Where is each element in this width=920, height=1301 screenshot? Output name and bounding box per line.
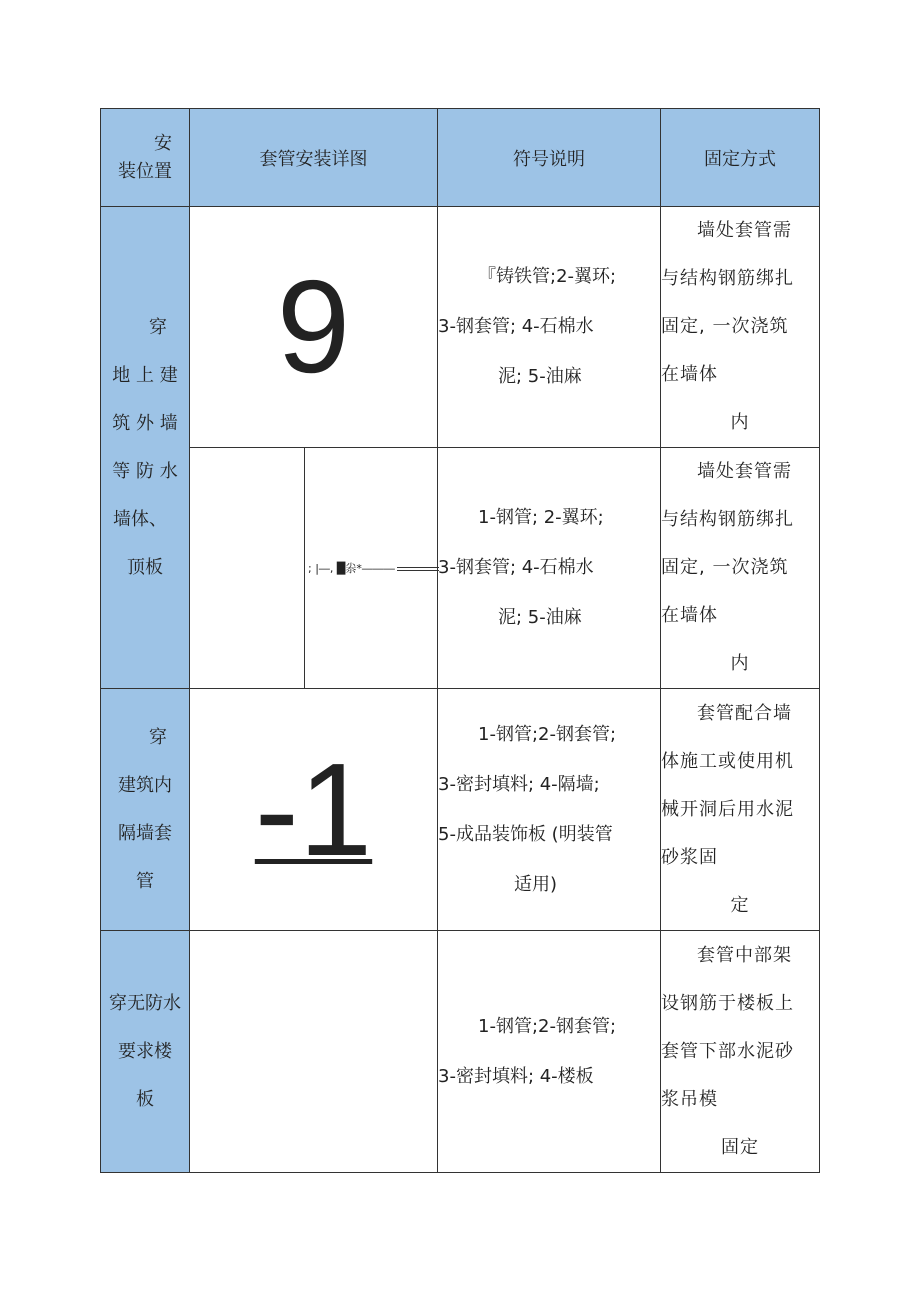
method-line: 内 [730,412,750,433]
table-row [101,207,820,448]
method-line: 内 [730,653,750,674]
method-line: 浆吊模 [661,1088,718,1110]
location-line: 要求楼 [118,1040,172,1062]
method-line: 墙处套管需 [697,461,792,482]
fixing-method-cell [661,689,820,931]
fixing-method-cell [661,207,820,448]
desc-line: 泥; 5-油麻 [498,607,582,628]
location-line: 筑 外 墙 [112,412,178,434]
location-cell-floor-slab [101,931,190,1173]
method-line: 套管配合墙 [697,702,792,724]
table-row [101,931,820,1173]
desc-line: 适用) [514,873,558,895]
method-line: 在墙体 [661,364,718,385]
detail-sketch [190,448,437,688]
method-line: 套管下部水泥砂 [661,1040,794,1062]
header-detail: 套管安装详图 [190,109,438,207]
figure-glyph: 9 [276,253,351,400]
location-line: 建筑内 [118,774,172,796]
method-line: 与结构钢筋绑扎 [661,509,794,530]
desc-line: 3-钢套管; 4-石棉水 [438,557,594,578]
desc-line: 1-钢管;2-钢套管; [478,1015,617,1037]
method-line: 械开洞后用水泥 [661,798,794,820]
location-line: 穿 [149,726,167,748]
method-line: 固定, 一次浇筑 [661,316,789,337]
method-line: 墙处套管需 [697,220,792,241]
symbol-description-cell [438,448,661,689]
divider-line [304,448,305,688]
desc-line: 1-钢管; 2-翼环; [478,507,604,528]
method-line: 砂浆固 [661,846,718,868]
fixing-method-cell [661,448,820,689]
desc-line: 泥; 5-油麻 [498,366,582,387]
sketch-label: ; |―, █尜*――― [308,562,395,575]
method-line: 与结构钢筋绑扎 [661,268,794,289]
sketch-text [308,560,439,576]
header-location [101,109,190,207]
fixing-method-cell [661,931,820,1173]
header-symbols: 符号说明 [438,109,661,207]
desc-line: 1-钢管;2-钢套管; [478,723,617,745]
table-header-row [101,109,820,207]
method-line: 定 [730,894,750,916]
method-line: 在墙体 [661,605,718,626]
detail-figure-cell [190,448,438,689]
sketch-rule [397,567,439,571]
header-location-line2: 装位置 [118,160,172,182]
location-line: 穿无防水 [109,992,181,1014]
header-method: 固定方式 [661,109,820,207]
method-line: 固定, 一次浇筑 [661,557,789,578]
symbol-description-cell [438,931,661,1173]
method-line: 套管中部架 [697,944,792,966]
symbol-description-cell [438,207,661,448]
detail-figure-cell [190,931,438,1173]
desc-line: 3-钢套管; 4-石棉水 [438,316,594,337]
desc-line: 3-密封填料; 4-楼板 [438,1065,594,1087]
desc-line: 5-成品装饰板 (明装管 [438,823,613,845]
desc-line: 3-密封填料; 4-隔墙; [438,773,600,795]
location-line: 等 防 水 [112,460,178,482]
header-location-line1: 安 [154,132,172,154]
location-cell-interior-wall [101,689,190,931]
sleeve-install-table [100,108,820,1173]
location-line: 板 [136,1088,154,1110]
location-line: 穿 [149,316,167,338]
detail-figure-cell [190,207,438,448]
table-row [101,689,820,931]
location-line: 隔墙套 [118,822,172,844]
method-line: 固定 [721,1136,759,1158]
desc-line: 『铸铁管;2-翼环; [478,266,617,287]
location-cell-exterior-wall [101,207,190,689]
location-line: 地 上 建 [112,364,178,386]
table-row [101,448,820,689]
symbol-description-cell [438,689,661,931]
location-line: 管 [136,870,154,892]
location-line: 墙体、 [113,508,167,530]
detail-figure-cell [190,689,438,931]
location-line: 顶板 [127,556,163,578]
figure-glyph: -1 [254,735,373,883]
method-line: 体施工或使用机 [661,750,794,772]
method-line: 设钢筋于楼板上 [661,992,794,1014]
